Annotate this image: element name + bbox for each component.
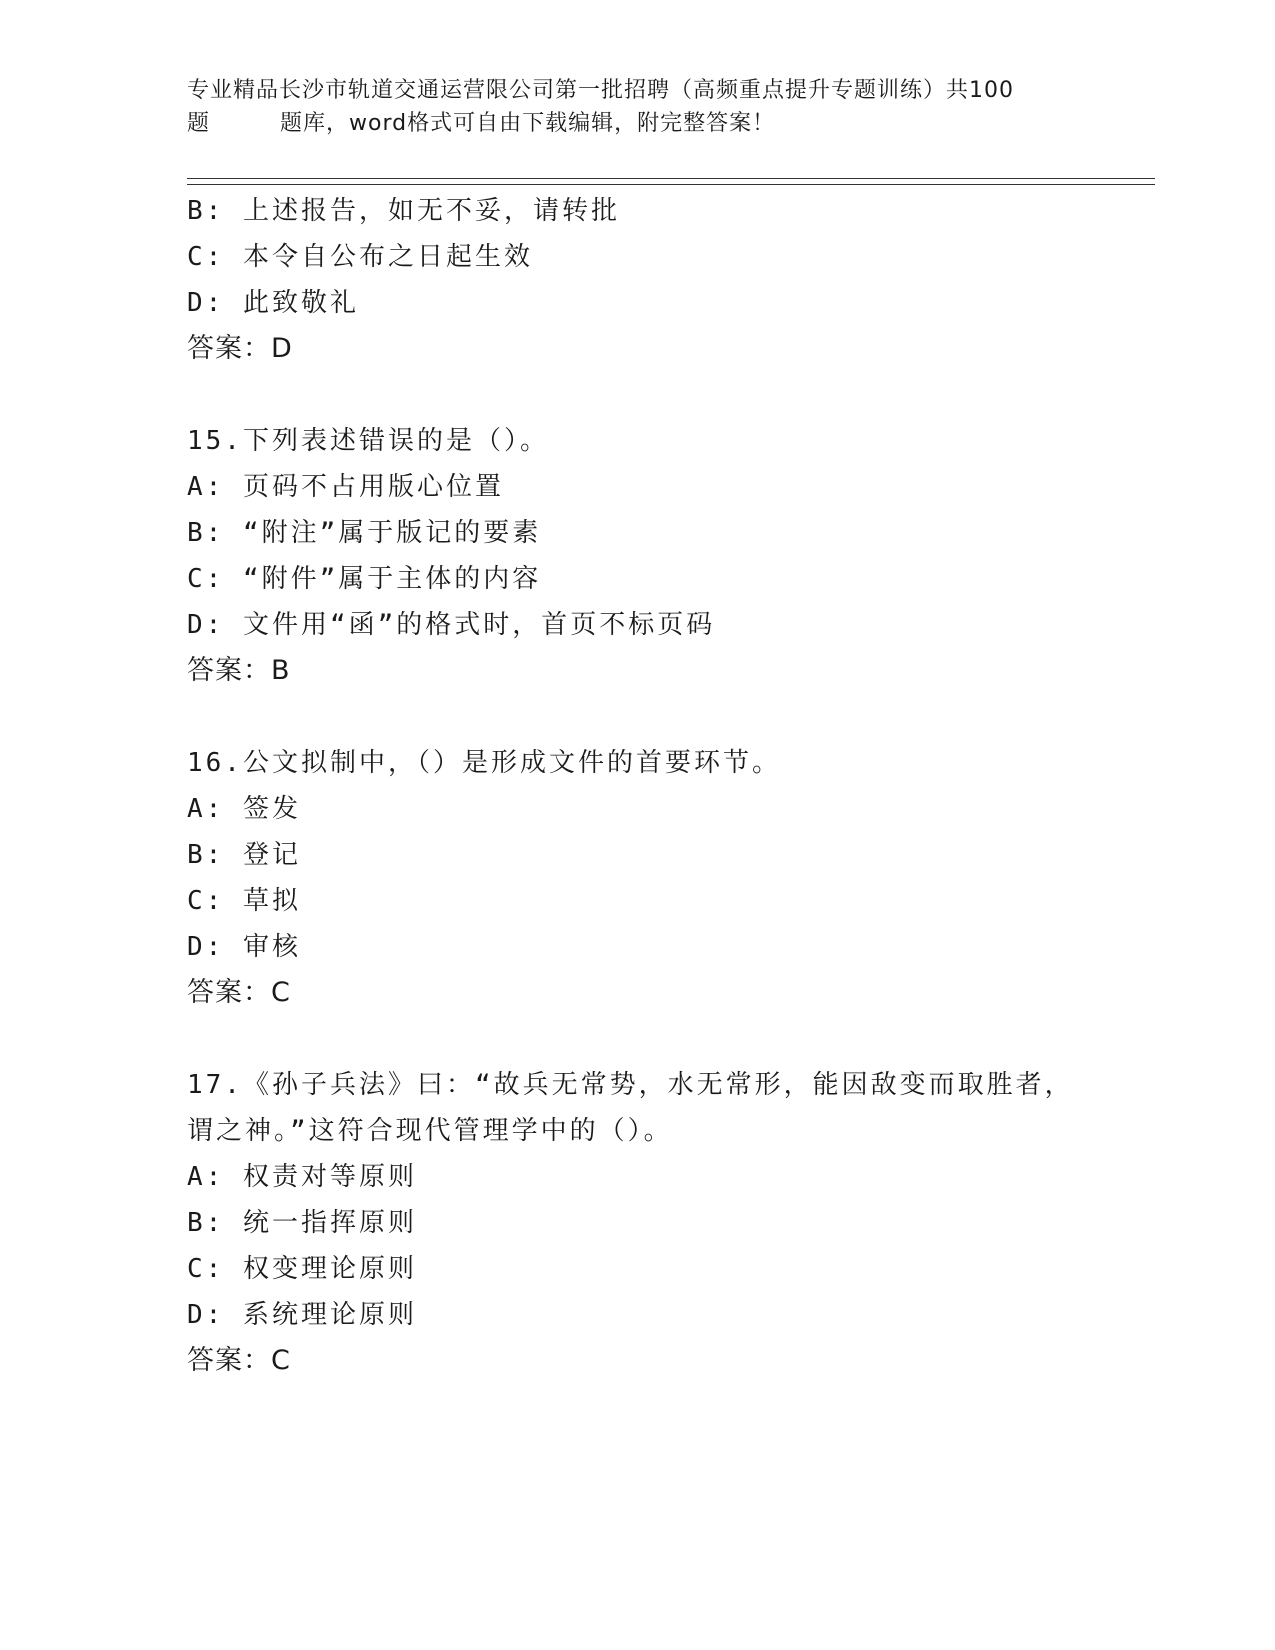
option-c	[187, 556, 1087, 602]
option-c	[187, 1246, 1087, 1292]
option-b	[187, 188, 1087, 234]
option-b	[187, 832, 1087, 878]
option-a	[187, 786, 1087, 832]
option-text: 本令自公布之日起生效	[242, 242, 533, 272]
header-divider-top	[187, 178, 1155, 179]
header-title-line-1: 专业精品长沙市轨道交通运营限公司第一批招聘（高频重点提升专题训练）共100	[187, 78, 1014, 103]
option-key: D:	[187, 1300, 225, 1330]
option-key: C:	[187, 242, 225, 272]
option-text: 登记	[242, 840, 301, 870]
option-text: 签发	[242, 794, 301, 824]
option-d	[187, 280, 1087, 326]
option-text: 统一指挥原则	[242, 1208, 417, 1238]
option-text: 审核	[242, 932, 301, 962]
answer-line: 答案：B	[187, 655, 291, 686]
page-header	[187, 74, 1087, 140]
option-key: D:	[187, 288, 225, 318]
option-text: 页码不占用版心位置	[242, 472, 504, 502]
question-list	[187, 188, 1087, 1384]
option-text: “附注”属于版记的要素	[242, 518, 542, 548]
option-a	[187, 1154, 1087, 1200]
option-d	[187, 1292, 1087, 1338]
option-key: C:	[187, 564, 225, 594]
option-key: D:	[187, 610, 225, 640]
answer-line: 答案：D	[187, 333, 293, 364]
option-b	[187, 1200, 1087, 1246]
option-c	[187, 878, 1087, 924]
option-text: 上述报告，如无不妥，请转批	[242, 196, 620, 226]
answer-line: 答案：C	[187, 977, 291, 1008]
option-text: 系统理论原则	[242, 1300, 417, 1330]
option-d	[187, 602, 1087, 648]
header-title-line-2-start: 题	[187, 111, 211, 136]
option-d	[187, 924, 1087, 970]
header-title-line-2-end: 题库，word格式可自由下载编辑，附完整答案！	[280, 111, 776, 136]
option-b	[187, 510, 1087, 556]
option-key: A:	[187, 472, 225, 502]
option-key: A:	[187, 1162, 225, 1192]
option-key: A:	[187, 794, 225, 824]
option-key: C:	[187, 1254, 225, 1284]
option-key: C:	[187, 886, 225, 916]
option-text: 权变理论原则	[242, 1254, 417, 1284]
option-key: D:	[187, 932, 225, 962]
option-key: B:	[187, 1208, 225, 1238]
option-key: B:	[187, 196, 225, 226]
question-stem-17-line-1: 17.《孙子兵法》曰：“故兵无常势，水无常形，能因敌变而取胜者，	[187, 1070, 1074, 1100]
header-title-line-2	[187, 107, 1087, 140]
option-c	[187, 234, 1087, 280]
option-a	[187, 464, 1087, 510]
option-text: 权责对等原则	[242, 1162, 417, 1192]
question-stem-16: 16.公文拟制中，（）是形成文件的首要环节。	[187, 748, 781, 778]
option-text: 草拟	[242, 886, 301, 916]
answer-line: 答案：C	[187, 1345, 291, 1376]
question-stem-15: 15.下列表述错误的是（）。	[187, 426, 549, 456]
option-text: 文件用“函”的格式时，首页不标页码	[242, 610, 716, 640]
header-divider-bottom	[187, 184, 1155, 185]
option-key: B:	[187, 840, 225, 870]
question-stem-17-line-2: 谓之神。”这符合现代管理学中的（）。	[187, 1116, 673, 1146]
option-text: “附件”属于主体的内容	[242, 564, 542, 594]
option-text: 此致敬礼	[242, 288, 359, 318]
option-key: B:	[187, 518, 225, 548]
